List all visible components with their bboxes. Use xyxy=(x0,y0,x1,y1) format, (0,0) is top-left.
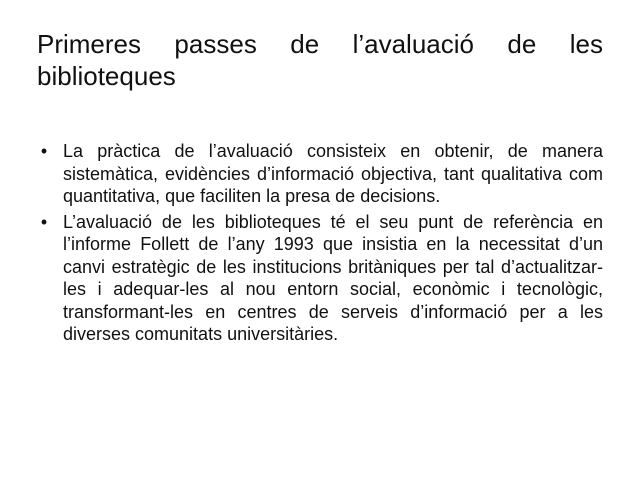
bullet-text: L’avaluació de les biblioteques té el seu punt de referència en l’informe Follett de l’any 1993 que insistia en la necessitat d’un canvi estratègic de les institucions britàniques per tal d’actualitzar-les i adequar-les al nou entorn social, econòmic i tecnològic, transformant-les en centres de serveis d’informació per a les diverses comunitats universitàries. xyxy=(63,211,603,344)
bullet-text: La pràctica de l’avaluació consisteix en obtenir, de manera sistemàtica, evidències d’informació objectiva, tant qualitativa com quantitativa, que faciliten la presa de decisions. xyxy=(63,141,603,206)
bullet-item-1 xyxy=(37,140,603,208)
bullet-icon: • xyxy=(40,211,48,232)
slide-title: Primeres passes de l’avaluació de les biblioteques xyxy=(37,29,603,91)
bullet-list xyxy=(37,140,603,349)
bullet-icon: • xyxy=(40,141,48,161)
bullet-item-2 xyxy=(37,211,603,346)
